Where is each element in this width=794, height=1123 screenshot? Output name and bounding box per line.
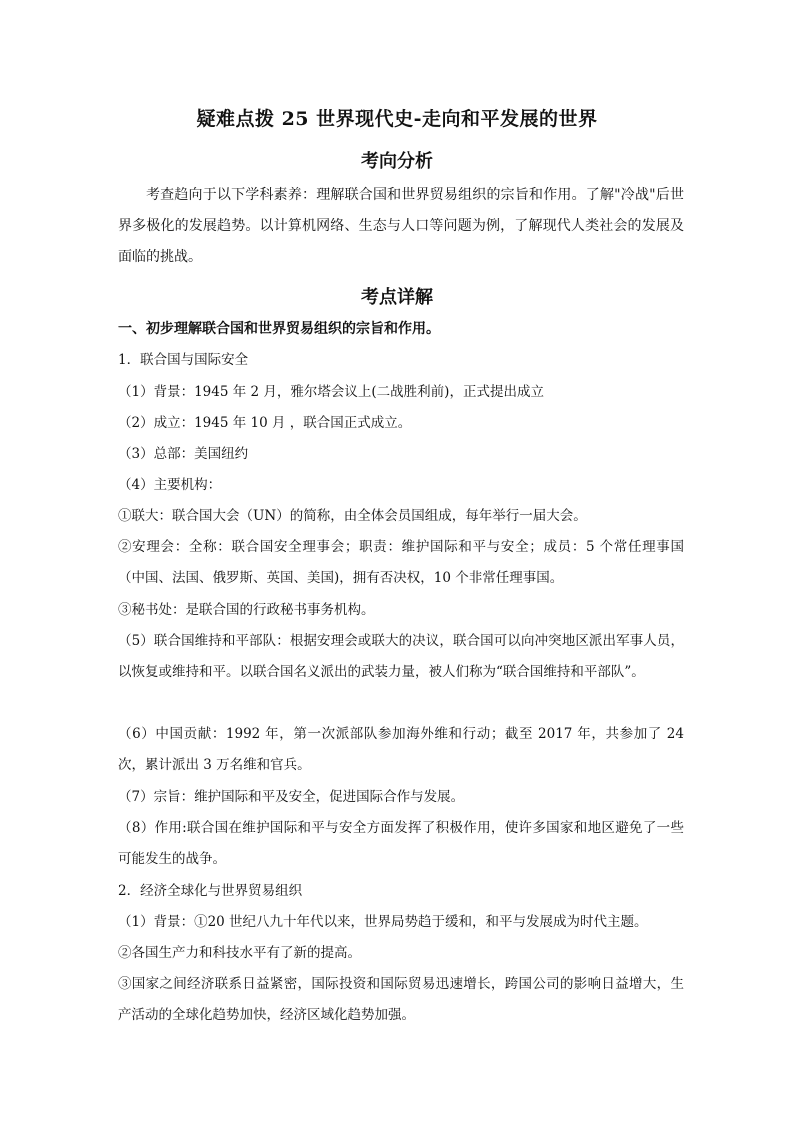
item-background: （1）背景：1945 年 2 月，雅尔塔会议上(二战胜利前)，正式提出成立 — [118, 384, 544, 400]
section-heading-details: 考点详解 — [361, 287, 433, 308]
item-globalization-background: （1）背景：①20 世纪八九十年代以来，世界局势趋于缓和，和平与发展成为时代主题。 — [118, 914, 648, 930]
item-headquarters: （3）总部：美国纽约 — [118, 446, 249, 462]
document-title: 疑难点拨 25 世界现代史-走向和平发展的世界 — [196, 108, 598, 130]
item-purpose: （7）宗旨：维护国际和平及安全，促进国际合作与发展。 — [118, 789, 465, 805]
subheading-un: 1．联合国与国际安全 — [118, 352, 249, 368]
heading-un-wto: 一、初步理解联合国和世界贸易组织的宗旨和作用。 — [118, 321, 440, 337]
item-main-organs: （4）主要机构： — [118, 477, 222, 493]
item-security-council: ②安理会：全称：联合国安全理事会；职责：维护国际和平与安全；成员：5 个常任理事国（中国、法国、俄罗斯、英国、美国)，拥有否决权，10 个非常任理事国。 — [118, 539, 684, 586]
item-general-assembly: ①联大：联合国大会（UN）的简称，由全体会员国组成，每年举行一届大会。 — [118, 508, 587, 524]
item-founding: （2）成立：1945 年 10 月 ，联合国正式成立。 — [118, 415, 412, 431]
item-peacekeeping: （5）联合国维持和平部队：根据安理会或联大的决议，联合国可以向冲突地区派出军事人员，以恢复或维持和平。以联合国名义派出的武装力量，被人们称为“联合国维持和平部队”。 — [118, 633, 684, 680]
item-productivity: ②各国生产力和科技水平有了新的提高。 — [118, 945, 361, 961]
item-secretariat: ③秘书处：是联合国的行政秘书事务机构。 — [118, 602, 375, 618]
section-heading-analysis: 考向分析 — [361, 151, 433, 172]
subheading-wto: 2．经济全球化与世界贸易组织 — [118, 883, 303, 899]
intro-paragraph: 考查趋向于以下学科素养：理解联合国和世界贸易组织的宗旨和作用。了解"冷战"后世界多极化的发展趋势。以计算机网络、生态与人口等问题为例，了解现代人类社会的发展及面临的挑战。 — [118, 187, 684, 265]
item-role: （8）作用:联合国在维护国际和平与安全方面发挥了积极作用，使许多国家和地区避免了一些可能发生的战争。 — [118, 820, 684, 867]
item-china-contribution: （6）中国贡献：1992 年，第一次派部队参加海外维和行动；截至 2017 年，共参加了 24 次，累计派出 3 万名维和官兵。 — [118, 726, 684, 773]
item-economic-ties: ③国家之间经济联系日益紧密，国际投资和国际贸易迅速增长，跨国公司的影响日益增大，生产活动的全球化趋势加快，经济区域化趋势加强。 — [118, 976, 684, 1023]
